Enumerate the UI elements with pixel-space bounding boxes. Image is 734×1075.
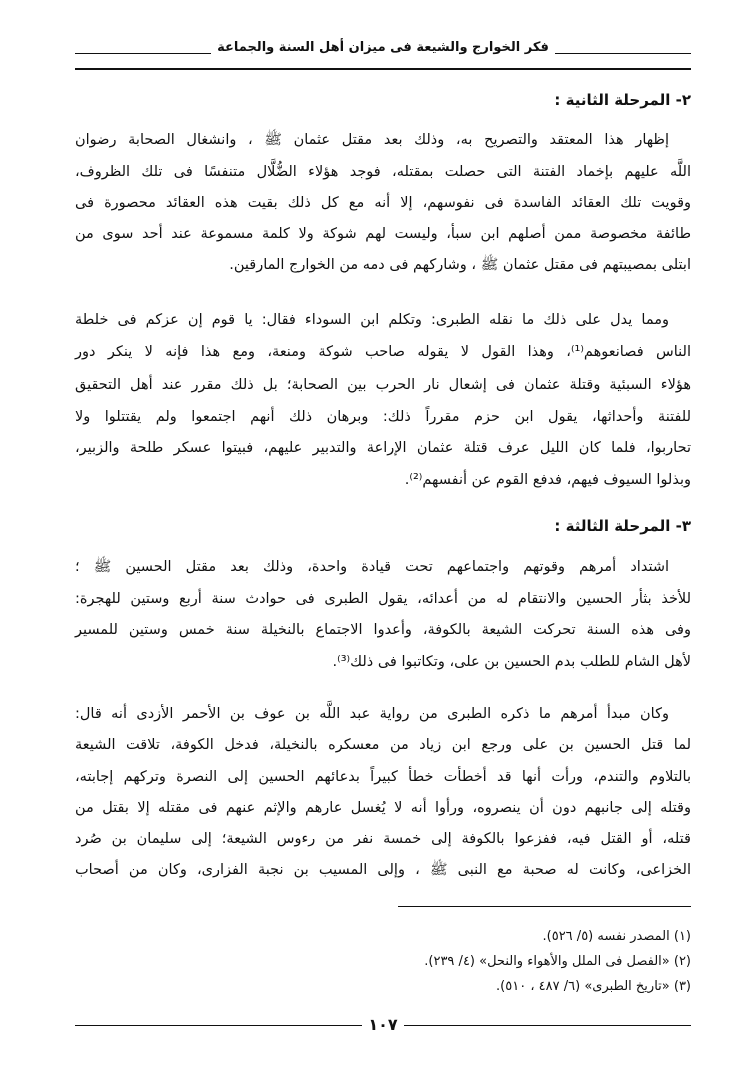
text-line: اللَّه عليهم بإخماد الفتنة التى حصلت بمقتله، فوجد هؤلاء الضُّلَّال متنفسًا فى تلك الظروف، xyxy=(75,164,691,180)
text-line: لأهل الشام للطلب بدم الحسين بن على، وتكاتبوا فى ذلك⁽³⁾. xyxy=(332,654,691,670)
text-line: وقتله إلى جانبهم دون أن ينصروه، ورأوا أنه لا يُغسل عارهم والإثم عنهم فى مقتله إلا بقتل من xyxy=(75,800,691,816)
text-line: وكان مبدأ أمرهم ما ذكره الطبرى من رواية عبد اللَّه بن عوف بن الأحمر الأزدى أنه قال: xyxy=(75,706,669,722)
text-line: لما قتل الحسين بن على ورجع ابن زياد من معسكره بالنخيلة، فدخل الكوفة، تلاقت الشيعة xyxy=(75,737,691,753)
page-number: ١٠٧ xyxy=(362,1015,403,1034)
footnote: (٢) «الفصل فى الملل والأهواء والنحل» (٤/ ٢٣٩). xyxy=(424,954,691,969)
text-line: قتله، أو القتل فيه، ففزعوا بالكوفة إلى خمسة نفر من رءوس الشيعة؛ إلى سليمان بن صُرد xyxy=(75,831,691,847)
text-line: الناس فصانعوهم⁽¹⁾، وهذا القول لا يقوله صاحب شوكة ومنعة، ومع هذا فإنه لا ينكر دور xyxy=(75,344,691,360)
text-line: إظهار هذا المعتقد والتصريح به، وذلك بعد مقتل عثمان ﷺ ، وانشغال الصحابة رضوان xyxy=(75,132,669,148)
text-line: ابتلى بمصيبتهم فى مقتل عثمان ﷺ ، وشاركهم فى دمه من الخوارج المارقين. xyxy=(229,257,691,273)
text-line: اشتداد أمرهم وقوتهم واجتماعهم تحت قيادة واحدة، وذلك بعد مقتل الحسين ﷺ ؛ xyxy=(75,559,669,575)
section-heading-2: ٢- المرحلة الثانية : xyxy=(554,91,691,109)
footnote-rule xyxy=(398,906,691,907)
header-rule xyxy=(75,68,691,70)
text-line: للأخذ بثأر الحسين والانتقام له من أعدائه، يقول الطبرى فى حوادث سنة أربع وستين للهجرة: xyxy=(75,591,691,607)
text-line: وفى هذه السنة تحركت الشيعة بالكوفة، وأعدوا الاجتماع بالنخيلة سنة خمس وستين للمسير xyxy=(75,622,691,638)
running-header xyxy=(75,38,691,70)
text-line: وقويت تلك العقائد الفاسدة فى نفوسهم، إلا أنه مع كل ذلك بقيت هذه العقائد محصورة فى xyxy=(75,195,691,211)
text-line: طائفة مخصوصة ممن أصلهم ابن سبأ، وليست لهم شوكة ولا كلمة مسموعة عند أحد سوى من xyxy=(75,226,691,242)
section-heading-3: ٣- المرحلة الثالثة : xyxy=(554,517,691,535)
page-footer xyxy=(75,1015,691,1035)
text-line: تحاربوا، فلما كان الليل عرف قتلة عثمان الإراعة والتدبير عليهم، فبيتوا عسكر طلحة والزبير، xyxy=(75,440,691,456)
footnote: (٣) «تاريخ الطبرى» (٦/ ٤٨٧ ، ٥١٠). xyxy=(496,979,691,994)
text-line: هؤلاء السبئية وقتلة عثمان فى إشعال نار الحرب بين الصحابة؛ بل ذلك مقرر عند أهل التحقيق xyxy=(75,377,691,393)
text-line: وبذلوا السيوف فيهم، فدفع القوم عن أنفسهم⁽²⁾. xyxy=(404,472,691,488)
footnote: (١) المصدر نفسه (٥/ ٥٢٦). xyxy=(542,929,691,944)
text-line: بالتلاوم والتندم، ورأت أنها قد أخطأت خطأ كبيراً بدعائهم الحسين إلى النصرة وتركهم إجابته، xyxy=(75,769,691,785)
running-title: فكر الخوارج والشيعة فى ميزان أهل السنة والجماعة xyxy=(211,40,555,55)
text-line: ومما يدل على ذلك ما نقله الطبرى: وتكلم ابن السوداء فقال: يا قوم إن عزكم فى خلطة xyxy=(75,312,669,328)
text-line: الخزاعى، وكانت له صحبة مع النبى ﷺ ، وإلى المسيب بن نجبة الفزارى، وكان من أصحاب xyxy=(75,862,691,878)
text-line: للفتنة وأحداثها، يقول ابن حزم مقرراً ذلك: وبرهان ذلك أنهم اجتمعوا ولم يقتتلوا ولا xyxy=(75,409,691,425)
